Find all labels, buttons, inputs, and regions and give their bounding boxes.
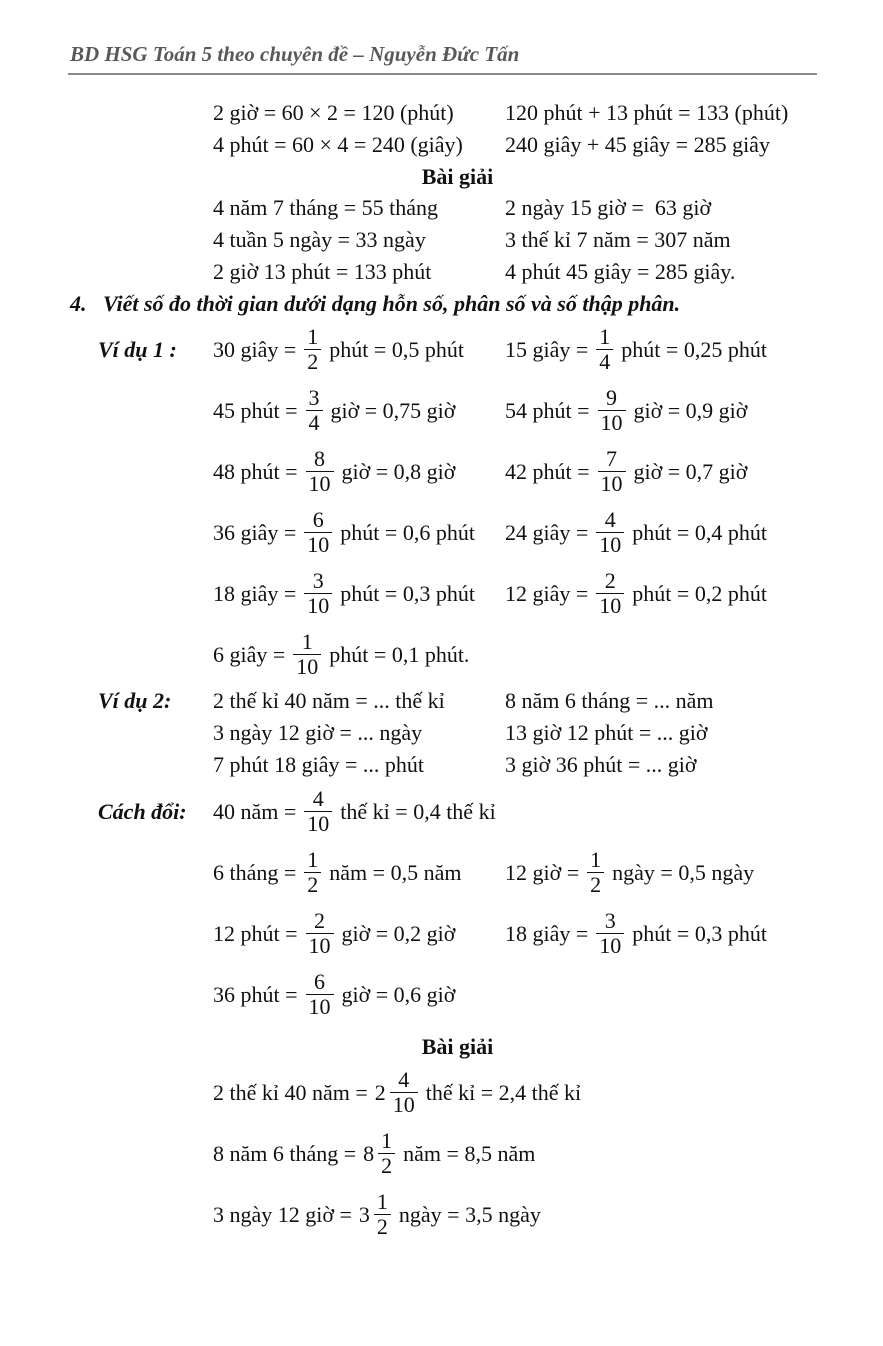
expression-left [213,1068,581,1117]
fraction [374,1190,391,1239]
fraction-numerator: 4 [604,507,616,533]
fraction-denominator: 10 [599,532,622,557]
expression-text: phút = 0,3 phút [340,580,475,606]
fraction-numerator: 3 [312,568,324,594]
expression-text: ngày = 0,5 ngày [612,859,755,885]
fraction-numerator: 3 [604,908,616,934]
expression-text: 12 giờ = [505,859,580,885]
expression-text: 2 giờ = 60 × 2 = 120 (phút) [213,100,454,125]
math-line [98,1062,817,1123]
example-label: Ví dụ 1 : [98,336,177,362]
fraction-denominator: 10 [307,811,330,836]
mixed-number [375,1068,419,1117]
expression-text: 42 phút = [505,458,590,484]
fraction-numerator: 1 [307,847,319,873]
expression-text: thế kỉ = 2,4 thế kỉ [425,1079,582,1105]
fraction-denominator: 2 [376,1214,388,1239]
expression-text: 4 năm 7 tháng = 55 tháng [213,195,439,220]
fraction-denominator: 2 [381,1153,393,1178]
fraction-numerator: 2 [604,568,616,594]
expression-right [505,688,817,714]
expression-text: ngày = 3,5 ngày [398,1201,541,1227]
expression-text: giờ = 0,6 giờ [341,981,456,1007]
expression-text: phút = 0,4 phút [632,519,767,545]
expression-text: 13 giờ 12 phút = ... giờ [505,720,708,745]
example-label: Cách đổi: [98,798,187,824]
solution-heading [98,1031,817,1062]
expression-right [505,227,817,253]
math-line [98,563,817,624]
fraction-numerator: 1 [307,324,319,350]
expression-right [505,132,817,158]
expression-text: phút = 0,5 phút [329,336,464,362]
expression-left [213,1190,541,1239]
section-number: 4. [70,290,87,316]
expression-left [213,688,505,714]
expression-text: 8 năm 6 tháng = ... năm [505,688,714,713]
fraction-denominator: 2 [590,872,602,897]
math-line [98,964,817,1025]
fraction [304,508,332,557]
mixed-number [363,1129,396,1178]
expression-text: 7 phút 18 giây = ... phút [213,752,425,777]
math-line [98,319,817,380]
fraction [306,447,334,496]
expression-left [213,195,505,221]
expression-text: 45 phút = [213,397,298,423]
fraction-denominator: 4 [599,349,611,374]
math-line [98,781,817,842]
fraction-denominator: 10 [308,994,331,1019]
expression-left [213,909,505,958]
math-line [98,441,817,502]
expression-text: 36 phút = [213,981,298,1007]
expression-text: 6 tháng = [213,859,297,885]
example-label: Ví dụ 2: [98,688,172,713]
expression-text: 120 phút + 13 phút = 133 (phút) [505,100,789,125]
section-title: Viết số đo thời gian dưới dạng hỗn số, phân số và số thập phân. [103,290,681,316]
expression-right [505,569,817,618]
expression-left [213,132,505,158]
fraction [598,386,626,435]
expression-left [213,100,505,126]
math-line [98,685,817,717]
fraction-denominator: 10 [600,471,623,496]
mixed-number-whole: 3 [358,1201,370,1227]
expression-right [505,508,817,557]
fraction-denominator: 10 [307,593,330,618]
expression-text: 18 giây = [213,580,297,606]
math-line [98,903,817,964]
expression-right [505,909,817,958]
expression-text: phút = 0,1 phút. [329,641,470,667]
expression-left [213,227,505,253]
fraction-numerator: 3 [308,385,320,411]
math-line [98,256,817,288]
expression-text: 24 giây = [505,519,589,545]
page-number [0,1261,883,1288]
expression-text: 3 thế kỉ 7 năm = 307 năm [505,227,731,252]
fraction [306,386,323,435]
fraction-denominator: 10 [296,654,319,679]
expression-text: 4 tuần 5 ngày = 33 ngày [213,227,426,252]
fraction-numerator: 9 [606,385,618,411]
fraction-denominator: 10 [308,933,331,958]
fraction [596,569,624,618]
fraction-numerator: 1 [301,629,313,655]
fraction-denominator: 10 [599,593,622,618]
expression-text: 40 năm = [213,798,297,824]
fraction-numerator: 1 [381,1128,393,1154]
fraction-numerator: 4 [312,786,324,812]
expression-text: 36 giây = [213,519,297,545]
fraction [304,787,332,836]
math-line [98,1123,817,1184]
expression-text: giờ = 0,9 giờ [633,397,748,423]
math-line [98,224,817,256]
expression-text: 6 giây = [213,641,286,667]
expression-left [213,752,505,778]
expression-text: 4 phút 45 giây = 285 giây. [505,259,736,284]
fraction-denominator: 10 [599,933,622,958]
expression-right [505,848,817,897]
expression-left [213,386,505,435]
math-line [98,1184,817,1245]
fraction-numerator: 1 [599,324,611,350]
math-line [98,717,817,749]
fraction-numerator: 7 [606,446,618,472]
expression-text: 2 thế kỉ 40 năm = [213,1079,368,1105]
expression-right [505,259,817,285]
document-body [70,97,817,1245]
fraction-denominator: 10 [307,532,330,557]
fraction [304,569,332,618]
expression-text: giờ = 0,7 giờ [633,458,748,484]
expression-text: 3 ngày 12 giờ = ... ngày [213,720,423,745]
fraction [304,325,321,374]
fraction-denominator: 10 [308,471,331,496]
math-line [98,502,817,563]
math-line [98,192,817,224]
expression-text: thế kỉ = 0,4 thế kỉ [340,798,496,824]
expression-left [213,447,505,496]
expression-left [213,1129,535,1178]
mixed-number-whole: 8 [363,1140,375,1166]
fraction [598,447,626,496]
math-line [98,624,817,685]
expression-text: 2 giờ 13 phút = 133 phút [213,259,432,284]
math-line [98,380,817,441]
section-heading [70,288,817,319]
expression-left [213,325,505,374]
fraction [587,848,604,897]
math-line [98,97,817,129]
expression-left [213,787,505,836]
expression-text: 30 giây = [213,336,297,362]
expression-text: giờ = 0,8 giờ [341,458,456,484]
expression-text: 4 phút = 60 × 4 = 240 (giây) [213,132,463,157]
expression-text: phút = 0,6 phút [340,519,475,545]
expression-left [213,720,505,746]
mixed-number-whole: 2 [374,1079,386,1105]
solution-heading-text: Bài giải [421,163,494,189]
expression-text: 15 giây = [505,336,589,362]
expression-text: 8 năm 6 tháng = [213,1140,357,1166]
expression-left [213,848,505,897]
fraction [378,1129,395,1178]
fraction [596,325,613,374]
fraction [306,970,334,1019]
expression-text: năm = 8,5 năm [403,1140,536,1166]
solution-heading [98,161,817,192]
expression-right [505,195,817,221]
expression-left [213,508,505,557]
expression-text: 3 ngày 12 giờ = [213,1201,352,1227]
fraction-denominator: 10 [392,1092,415,1117]
page-header [68,42,817,75]
fraction [304,848,321,897]
fraction-numerator: 1 [590,847,602,873]
expression-right [505,447,817,496]
fraction-denominator: 2 [307,349,319,374]
expression-text: 48 phút = [213,458,298,484]
expression-text: 18 giây = [505,920,589,946]
math-line [98,749,817,781]
fraction [293,630,321,679]
expression-text: giờ = 0,75 giờ [330,397,456,423]
expression-left [213,259,505,285]
fraction [596,909,624,958]
fraction [306,909,334,958]
expression-right [505,752,817,778]
fraction-numerator: 6 [312,507,324,533]
mixed-number [359,1190,392,1239]
fraction [596,508,624,557]
expression-left [213,970,505,1019]
fraction-denominator: 2 [307,872,319,897]
expression-text: phút = 0,2 phút [632,580,767,606]
fraction-numerator: 6 [314,969,326,995]
math-line [98,842,817,903]
expression-text: 3 giờ 36 phút = ... giờ [505,752,697,777]
expression-text: 12 giây = [505,580,589,606]
solution-heading-text: Bài giải [421,1033,494,1059]
fraction-numerator: 2 [314,908,326,934]
expression-text: giờ = 0,2 giờ [341,920,456,946]
expression-right [505,386,817,435]
fraction-numerator: 8 [314,446,326,472]
fraction [390,1068,418,1117]
expression-text: năm = 0,5 năm [329,859,462,885]
expression-left [213,630,505,679]
expression-text: 12 phút = [213,920,298,946]
expression-text: phút = 0,25 phút [621,336,767,362]
math-line [98,129,817,161]
expression-text: 54 phút = [505,397,590,423]
fraction-denominator: 4 [308,410,320,435]
fraction-numerator: 1 [376,1189,388,1215]
expression-text: 240 giây + 45 giây = 285 giây [505,132,770,157]
expression-right [505,325,817,374]
fraction-numerator: 4 [398,1067,410,1093]
fraction-denominator: 10 [600,410,623,435]
expression-right [505,100,817,126]
expression-left [213,569,505,618]
header-rule [68,73,817,75]
expression-text: phút = 0,3 phút [632,920,767,946]
header-title: BD HSG Toán 5 theo chuyên đề – Nguyễn Đức Tấn [70,42,520,66]
expression-text: 2 ngày 15 giờ = 63 giờ [505,195,712,220]
expression-right [505,720,817,746]
expression-text: 2 thế kỉ 40 năm = ... thế kỉ [213,688,445,713]
